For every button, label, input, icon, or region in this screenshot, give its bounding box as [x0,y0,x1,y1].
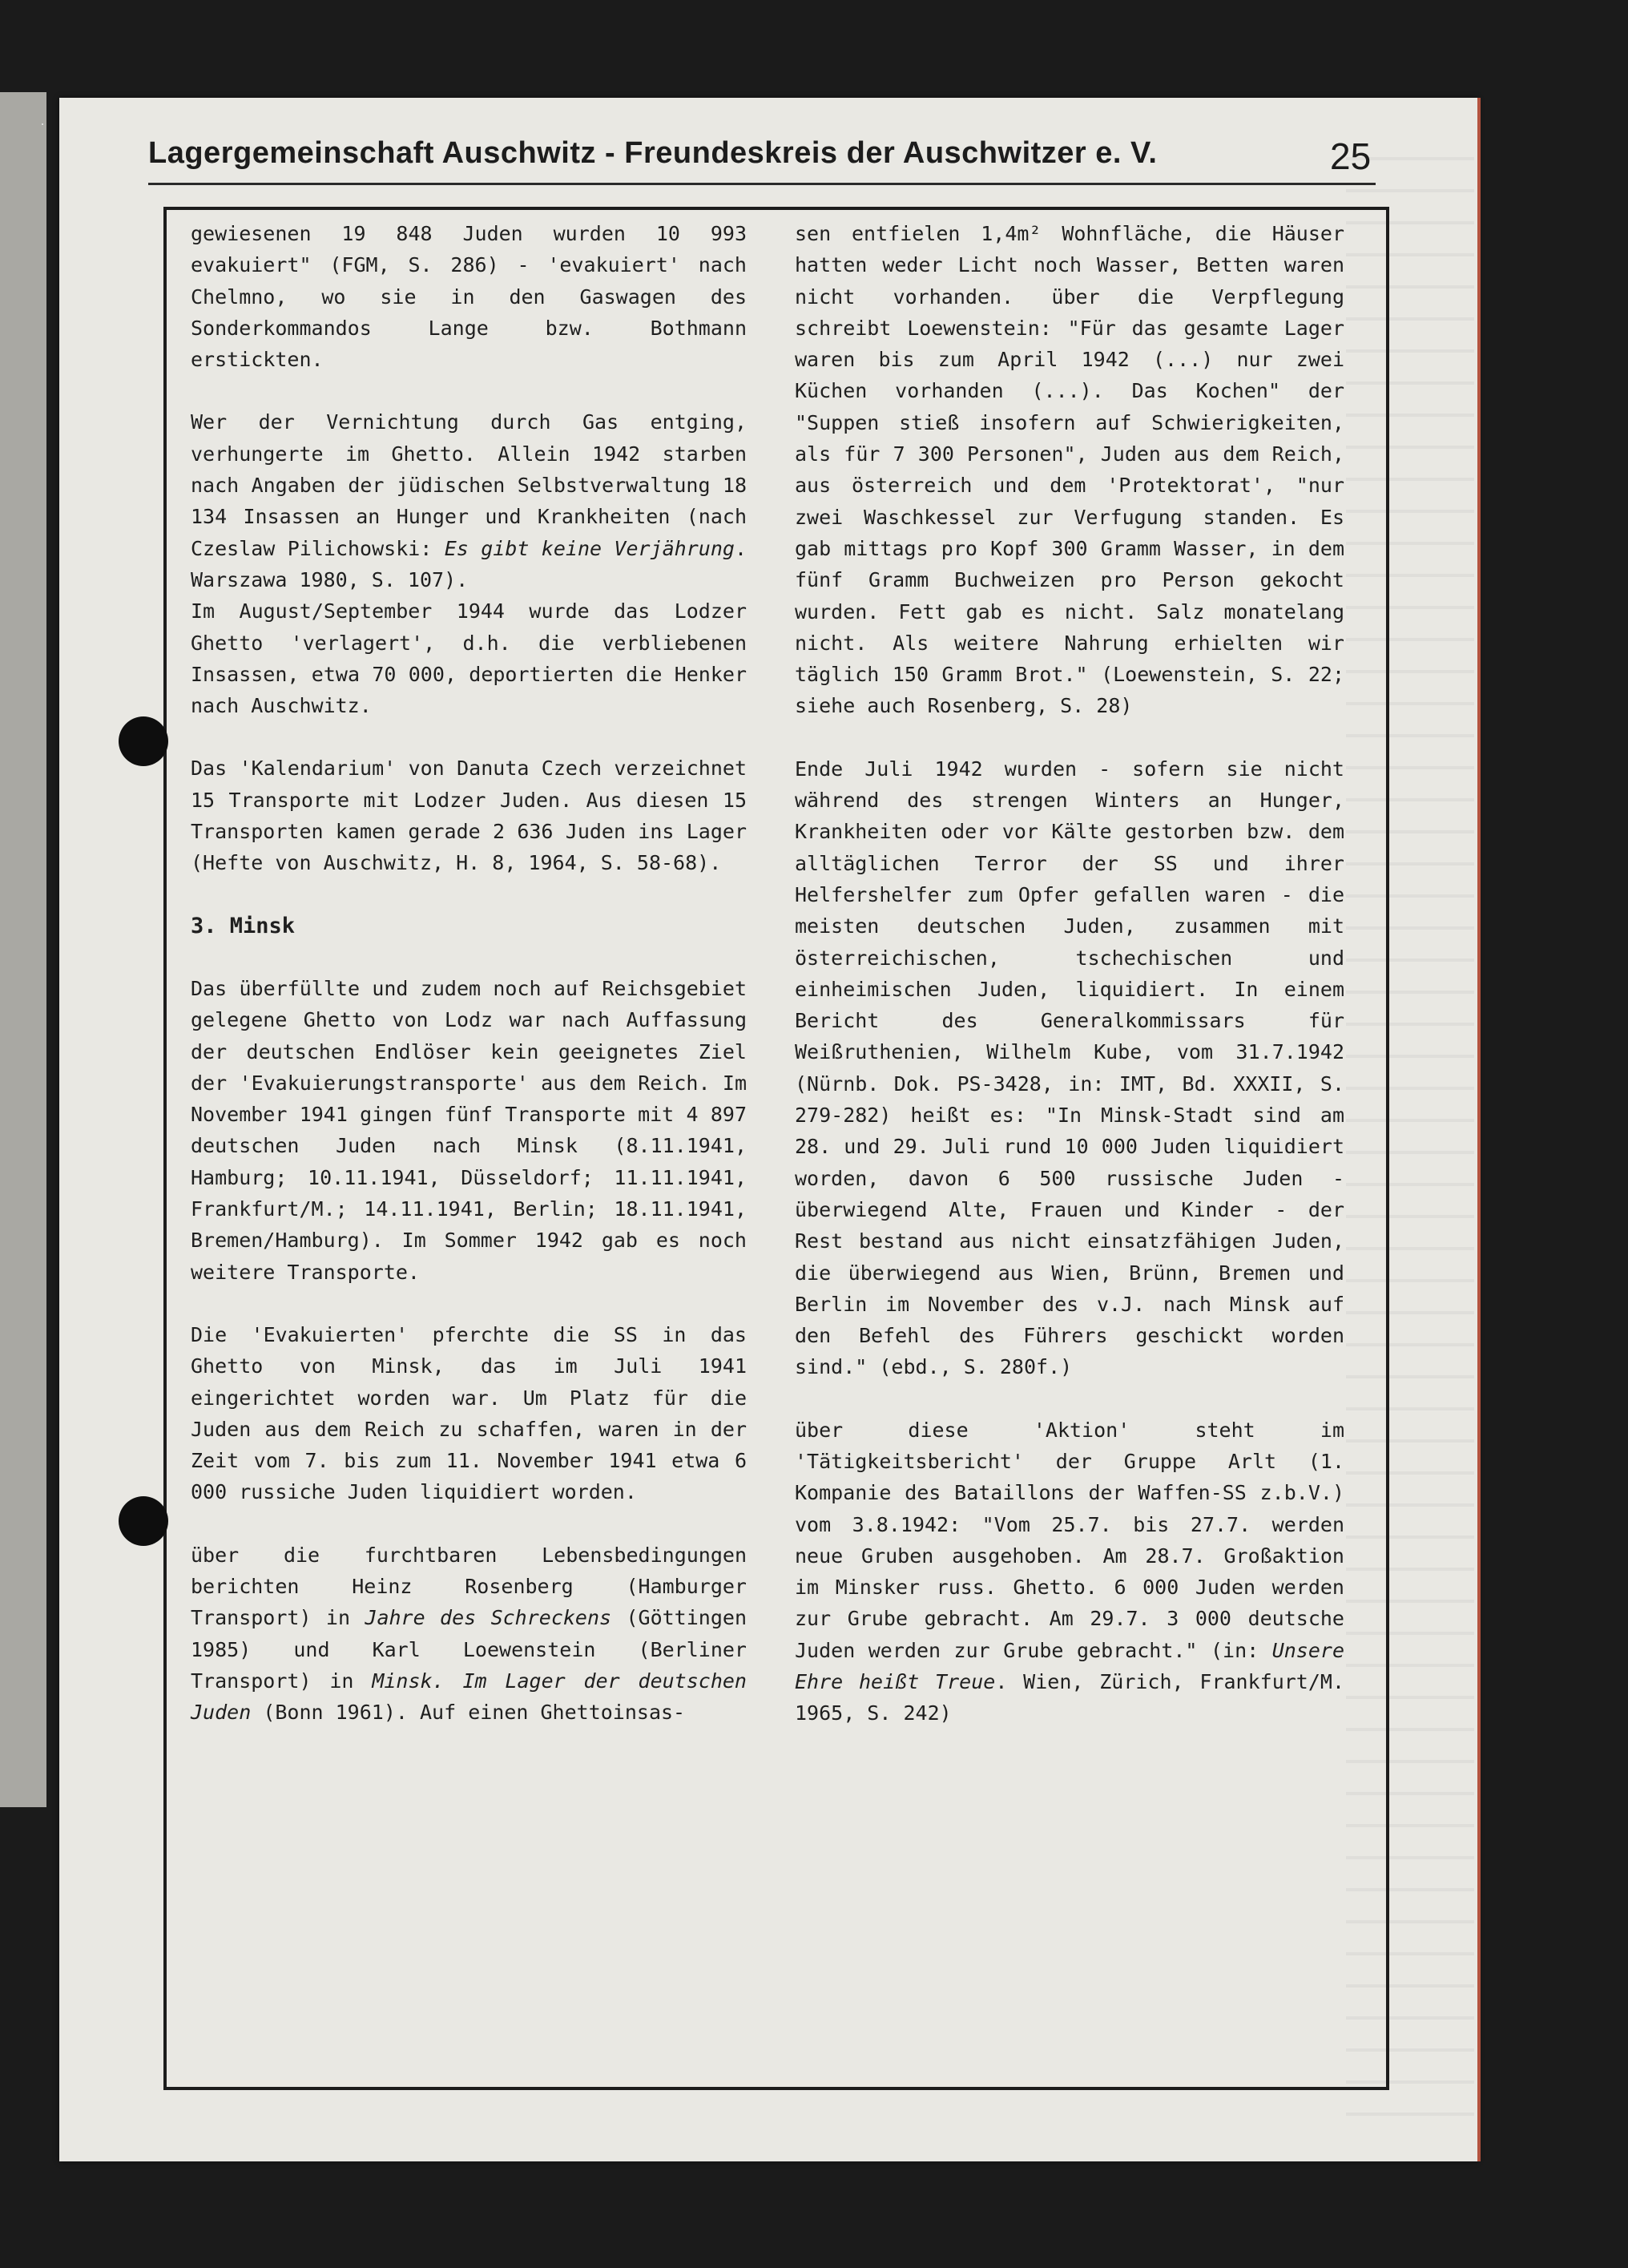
paragraph: Ende Juli 1942 wurden - sofern sie nicht während des strengen Winters an Hunger, Krankheiten oder vor Kälte gestorben bzw. dem alltäglichen Terror der SS und ihrer Helfershelfer zum Opfer gefallen waren - die meisten deutschen Juden, zusammen mit österreichischen, tschechischen und einheimischen Juden, liquidiert. In einem Bericht des Generalkommissars für Weißruthenien, Wilhelm Kube, vom 31.7.1942 (Nürnb. Dok. PS-3428, in: IMT, Bd. XXXII, S. 279-282) heißt es: "In Minsk-Stadt sind am 28. und 29. Juli rund 10 000 Juden liquidiert worden, davon 6 500 russische Juden - überwiegend Alte, Frauen und Kinder - der Rest bestand aus nicht einsatzfähigen Juden, die überwiegend aus Wien, Brünn, Bremen und Berlin im November des v.J. nach Minsk auf den Befehl des Führers geschickt worden sind." (ebd., S. 280f.) [795,757,1344,1379]
page-number: 25 [1330,135,1372,177]
book-title: Unsere Ehre heißt Treue [795,1638,1344,1694]
paragraph: Das 'Kalendarium' von Danuta Czech verzeichnet 15 Transporte mit Lodzer Juden. Aus diesen 15 Transporten kamen gerade 2 636 Juden ins Lager (Hefte von Auschwitz, H. 8, 1964, S. 58-68). [191,757,747,875]
page-edge-tint [1477,98,1481,2161]
paragraph: über diese 'Aktion' steht im 'Tätigkeitsbericht' der Gruppe Arlt (1. Kompanie des Bataillons der Waffen-SS z.b.V.) vom 3.8.1942: "Vom 25.7. bis 27.7. werden neue Gruben ausgehoben. Am 28.7. Großaktion im Minsker russ. Ghetto. 6 000 Juden werden zur Grube gebracht. Am 29.7. 3 000 deutsche Juden werden zur Grube gebracht." (in: Unsere Ehre heißt Treue. Wien, Zürich, Frankfurt/M. 1965, S. 242) [795,1418,1345,1725]
adjacent-page-edge [0,92,46,1807]
left-column [191,218,747,1759]
paragraph: über die furchtbaren Lebensbedingungen berichten Heinz Rosenberg (Hamburger Transport) in Jahre des Schreckens (Göttingen 1985) und Karl Loewenstein (Berliner Transport) in Minsk. Im Lager der deutschen Juden (Bonn 1961). Auf einen Ghettoinsas- [191,1543,747,1725]
paragraph: Die 'Evakuierten' pferchte die SS in das Ghetto von Minsk, das im Juli 1941 eingerichtet worden war. Um Platz für die Juden aus dem Reich zu schaffen, waren in der Zeit vom 7. bis zum 11. November 1941 etwa 6 000 russiche Juden liquidiert worden. [191,1322,747,1504]
header-rule [148,183,1376,185]
running-header: Lagergemeinschaft Auschwitz - Freundeskreis der Auschwitzer e. V. [148,136,1158,170]
paragraph: gewiesenen 19 848 Juden wurden 10 993 evakuiert" (FGM, S. 286) - 'evakuiert' nach Chelmno, wo sie in den Gaswagen des Sonderkommandos Lange bzw. Bothmann erstickten. [191,222,747,372]
paragraph: Das überfüllte und zudem noch auf Reichsgebiet gelegene Ghetto von Lodz war nach Auffassung der deutschen Endlöser kein geeignetes Ziel der 'Evakuierungstransporte' aus dem Reich. Im November 1941 gingen fünf Transporte mit 4 897 deutschen Juden nach Minsk (8.11.1941, Hamburg; 10.11.1941, Düsseldorf; 11.11.1941, Frankfurt/M.; 14.11.1941, Berlin; 18.11.1941, Bremen/Hamburg). Im Sommer 1942 gab es noch weitere Transporte. [191,976,747,1284]
paragraph: Wer der Vernichtung durch Gas entging, verhungerte im Ghetto. Allein 1942 starben nach Angaben der jüdischen Selbstverwaltung 18 134 Insassen an Hunger und Krankheiten (nach Czeslaw Pilichowski: Es gibt keine Verjährung. Warszawa 1980, S. 107). [191,410,748,591]
book-title: Minsk. Im Lager der deutschen Juden [191,1669,747,1725]
scan-mark: ․ [40,112,46,129]
paragraph: sen entfielen 1,4m² Wohnfläche, die Häuser hatten weder Licht noch Wasser, Betten waren nicht vorhanden. über die Verpflegung schreibt Loewenstein: "Für das gesamte Lager waren bis zum April 1942 (...) nur zwei Küchen vorhanden (...). Das Kochen" der "Suppen stieß insofern auf Schwierigkeiten, als für 7 300 Personen", Juden aus dem Reich, aus österreich und dem 'Protektorat', "nur zwei Waschkessel zur Verfugung standen. Es gab mittags pro Kopf 300 Gramm Wasser, in dem fünf Gramm Buchweizen pro Person gekocht wurden. Fett gab es nicht. Salz monatelang nicht. Als weitere Nahrung erhielten wir täglich 150 Gramm Brot." (Loewenstein, S. 22; siehe auch Rosenberg, S. 28) [795,222,1344,718]
book-title: Es gibt keine Verjährung [444,536,735,560]
punch-hole [119,716,168,766]
punch-hole [119,1496,168,1546]
paragraph: Im August/September 1944 wurde das Lodzer Ghetto 'verlagert', d.h. die verbliebenen Insassen, etwa 70 000, deportierten die Henker nach Auschwitz. [191,599,747,718]
section-heading: 3. Minsk [191,913,296,938]
book-title: Jahre des Schreckens [365,1606,612,1630]
right-column [795,218,1344,1761]
